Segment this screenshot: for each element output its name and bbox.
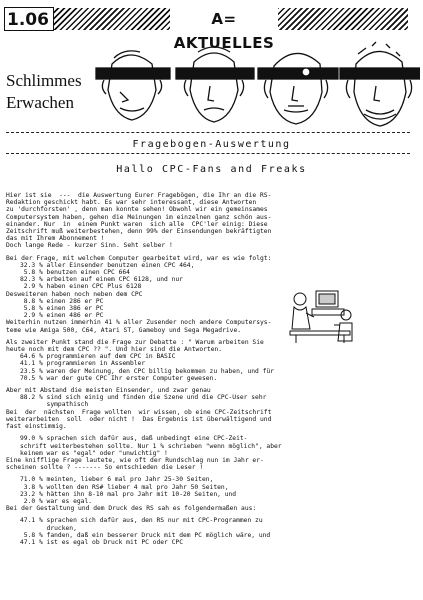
body-line: zu 'durchforsten' , denn man konnte sehen! Obwohl wir ein gemeinsames bbox=[6, 206, 268, 214]
paragraph bbox=[6, 409, 420, 431]
body-line: 23.2 % hätten ihn 8-10 mal pro Jahr mit 10-20 Seiten, und bbox=[20, 490, 237, 498]
paragraph bbox=[6, 457, 420, 471]
paragraph bbox=[6, 353, 420, 382]
body-line: 99.0 % sprachen sich dafür aus, daß unbedingt eine CPC-Zeit- bbox=[20, 435, 248, 443]
body-line: Bei der Frage, mit welchem Computer gearbeitet wird, war es wie folgt: bbox=[6, 254, 272, 262]
body-line: heute noch mit dem CPC ?? ". Und hier sind die Antworten. bbox=[6, 346, 223, 354]
divider-bottom bbox=[6, 153, 410, 154]
body-line: 3.8 % wollten den RS# lieber 4 mal pro Jahr 50 Seiten, bbox=[20, 483, 229, 491]
body-line: Computersystem haben, gehen die Meinungen im einzelnen ganz schön aus- bbox=[6, 213, 272, 221]
paragraph bbox=[6, 435, 420, 457]
body-line: teme wie Amiga 500, C64, Atari ST, Gameboy und Sega Megadrive. bbox=[6, 326, 242, 334]
section-title: A= AKTUELLES bbox=[170, 7, 278, 31]
banner-title-line-1: Schlimmes bbox=[6, 71, 82, 90]
faces-svg bbox=[90, 40, 420, 128]
body-line: Als zweiter Punkt stand die Frage zur Debatte : " Warum arbeiten Sie bbox=[6, 338, 264, 346]
face-3 bbox=[258, 53, 338, 124]
body-line: 2.9 % einen 486 er PC bbox=[20, 312, 104, 320]
paragraph bbox=[6, 319, 420, 333]
body-line: 47.1 % ist es egal ob Druck mit PC oder CPC bbox=[20, 538, 184, 546]
paragraph bbox=[6, 298, 420, 320]
article-body bbox=[6, 192, 420, 546]
paragraph bbox=[6, 192, 420, 250]
body-line: 47.1 % sprachen sich dafür aus, den RS nur mit CPC-Programmen zu bbox=[20, 517, 263, 525]
section-header-band bbox=[4, 4, 408, 52]
body-line: 8.8 % einen 286 er PC bbox=[20, 297, 104, 305]
body-line: einander. Nur in einem Punkt waren sich alle CPC'ler einig: Diese bbox=[6, 220, 268, 228]
body-line: Redaktion geschickt habt. Es war sehr interessant, diese Antworten bbox=[6, 199, 257, 207]
body-line: Aber mit Abstand die meisten Einsender, und zwar genau bbox=[6, 387, 211, 395]
body-line: weiterarbeiten soll oder nicht ! Das Ergebnis ist überwältigend und bbox=[6, 415, 272, 423]
paragraph bbox=[6, 505, 420, 512]
body-line: Bei der Gestaltung und dem Druck des RS sah es folgendermaßen aus: bbox=[6, 505, 257, 513]
body-line: 41.1 % programmieren in Assembler bbox=[20, 360, 146, 368]
body-line: 71.0 % meinten, lieber 6 mal pro Jahr 25-30 Seiten, bbox=[20, 476, 214, 484]
body-line: 5.8 % fanden, daß ein besserer Druck mit dem PC möglich wäre, und bbox=[20, 531, 271, 539]
face-1 bbox=[96, 51, 170, 120]
body-line: Doch lange Rede - kurzer Sinn. Seht selber ! bbox=[6, 242, 173, 250]
face-2 bbox=[176, 47, 254, 122]
body-line: 88.2 % sind sich einig und finden die Szene und die CPC-User sehr bbox=[20, 394, 267, 402]
body-line: scheinen sollte ? ------- So entschieden die Leser ! bbox=[6, 464, 204, 472]
body-line: drucken, bbox=[20, 524, 77, 532]
body-line: 2.0 % war es egal. bbox=[20, 497, 93, 505]
article-heading: Fragebogen-Auswertung bbox=[132, 139, 291, 150]
body-line: 5.8 % einen 386 er PC bbox=[20, 305, 104, 313]
divider-top bbox=[6, 132, 410, 133]
paragraph bbox=[6, 387, 420, 394]
body-line: das mit Ihrem Abonnement ! bbox=[6, 235, 105, 243]
body-line: 5.8 % benutzen einen CPC 664 bbox=[20, 269, 130, 277]
body-line: fast einstimmig. bbox=[6, 423, 67, 431]
body-line: 2.9 % haben einen CPC Plus 6128 bbox=[20, 283, 142, 291]
paragraph bbox=[6, 291, 420, 298]
article-banner-title bbox=[6, 70, 86, 114]
page-number: 1.06 bbox=[4, 7, 54, 31]
paragraph bbox=[6, 517, 420, 546]
face-4 bbox=[340, 42, 420, 126]
body-line: 32.3 % aller Einsender benutzen einen CPC 464, bbox=[20, 261, 195, 269]
paragraph bbox=[6, 339, 420, 353]
article-greeting: Hallo CPC-Fans and Freaks bbox=[116, 164, 307, 175]
paragraph bbox=[6, 394, 420, 408]
body-line: Zeitschrift muß weiterbestehen, denn 99% der Einsendungen bekräftigten bbox=[6, 228, 272, 236]
body-line: keinem war es "egal" oder "unwichtig" ! bbox=[20, 449, 168, 457]
cartoon-faces-illustration bbox=[90, 40, 420, 128]
body-line: Desweiteren haben noch neben dem CPC bbox=[6, 290, 143, 298]
body-line: 23.5 % waren der Meinung, den CPC billig bekommen zu haben, und für bbox=[20, 367, 275, 375]
body-line: Bei der nächsten Frage wollten wir wissen, ob eine CPC-Zeitschrift bbox=[6, 408, 272, 416]
body-line: Hier ist sie --- die Auswertung Eurer Fragebögen, die Ihr an die RS- bbox=[6, 192, 272, 199]
body-line: schrift weiterbestehen sollte. Nur 1 % schrieben "wenn möglich", aber bbox=[20, 442, 282, 450]
paragraph bbox=[6, 476, 420, 505]
paragraph bbox=[6, 255, 420, 262]
paragraph bbox=[6, 262, 420, 291]
body-line: sympathisch bbox=[20, 401, 89, 409]
body-line: 70.5 % war der gute CPC Ihr erster Computer gewesen. bbox=[20, 374, 218, 382]
body-line: Weiterhin nutzen immerhin 41 % aller Zusender noch andere Computersys- bbox=[6, 319, 272, 327]
banner-title-line-2: Erwachen bbox=[6, 93, 74, 112]
body-line: 64.6 % programmieren auf dem CPC in BASIC bbox=[20, 353, 176, 361]
body-line: Eine knifflige Frage lautete, wie oft der Rundschlag nun im Jahr er- bbox=[6, 456, 264, 464]
body-line: 82.3 % arbeiten auf einem CPC 6128, und nur bbox=[20, 276, 184, 284]
